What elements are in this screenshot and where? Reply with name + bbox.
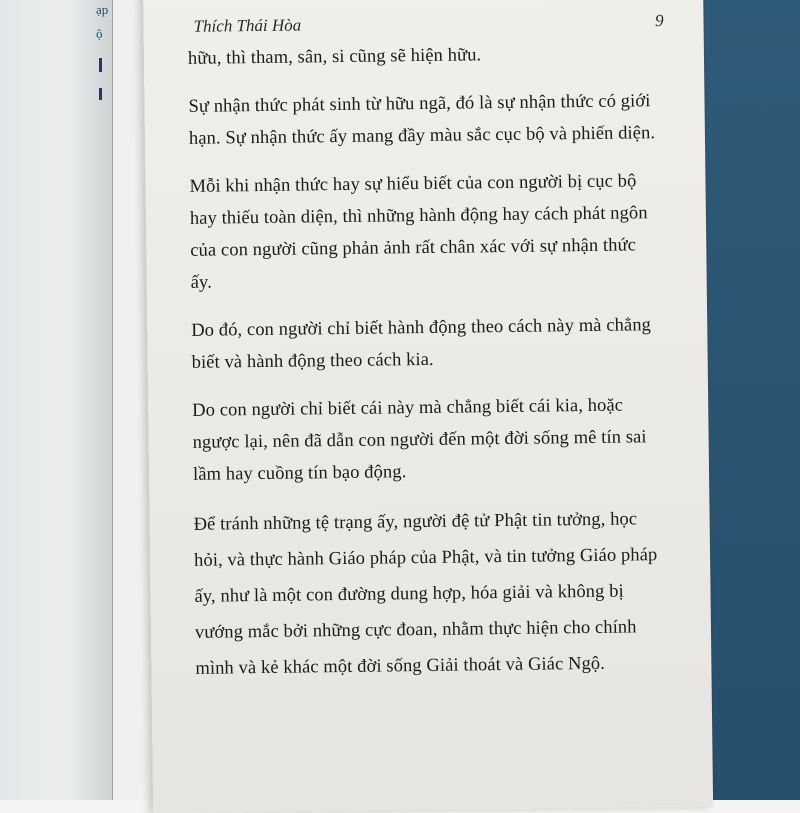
left-page-text-edge (99, 58, 102, 72)
paragraph: Sự nhận thức phát sinh từ hữu ngã, đó là sự nhận thức có giới hạn. Sự nhận thức ấy mang đầy màu sắc cục bộ và phiến diện. (188, 91, 656, 149)
paragraph: Để tránh những tệ trạng ấy, người đệ tử Phật tin tưởng, học hỏi, và thực hành Giáo pháp của Phật, và tin tưởng Giáo pháp ấy, như là một con đường dung hợp, hóa giải và không bị vướng mắc bởi những cực đoan, nhằm thực hiện cho chính mình và kẻ khác một đời sống Giải thoát và Giác Ngộ. (193, 509, 658, 679)
left-page-text-edge (99, 88, 102, 100)
paragraph: Do con người chỉ biết cái này mà chẳng biết cái kia, hoặc ngược lại, nên đã dẫn con người đến một đời sống mê tín sai lầm hay cuồng tín bạo động. (192, 395, 647, 485)
body-text (188, 37, 666, 703)
book-cover-edge (700, 0, 800, 800)
left-page-fragment: ạp (96, 2, 109, 17)
left-page-edge (0, 0, 113, 800)
book-page (143, 0, 713, 813)
paragraph: Mỗi khi nhận thức hay sự hiểu biết của con người bị cục bộ hay thiếu toàn diện, thì những hành động hay cách phát ngôn của con người cũng phản ảnh rất chân xác với sự nhận thức ấy. (189, 171, 648, 293)
left-page-fragment: ộ (96, 26, 103, 41)
page-header (193, 11, 663, 41)
running-head: Thích Thái Hòa (193, 15, 302, 36)
page-number: 9 (654, 11, 664, 31)
paragraph: hữu, thì tham, sân, si cũng sẽ hiện hữu. (187, 45, 482, 69)
paragraph: Do đó, con người chỉ biết hành động theo cách này mà chẳng biết và hành động theo cách kia. (191, 315, 652, 373)
